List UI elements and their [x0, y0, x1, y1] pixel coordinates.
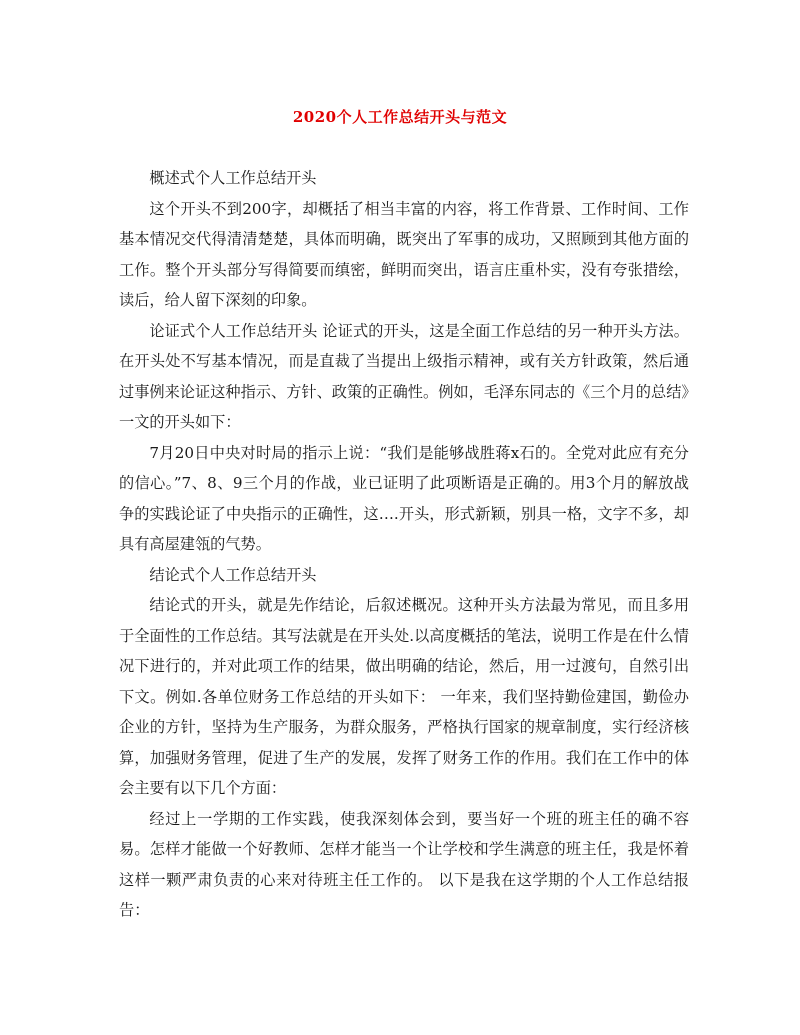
document-body: [119, 163, 689, 926]
document-title: 2020个人工作总结开头与范文: [292, 108, 508, 126]
body-paragraph: 这个开头不到200字，却概括了相当丰富的内容，将工作背景、工作时间、工作基本情况交代得清清楚楚，具体而明确，既突出了军事的成功，又照顾到其他方面的工作。整个开头部分写得简要而缜密，鲜明而突出，语言庄重朴实，没有夸张措绘，读后，给人留下深刻的印象。: [119, 199, 689, 309]
section-heading-overview: 概述式个人工作总结开头: [149, 169, 317, 187]
body-paragraph: 7月20日中央对时局的指示上说：“我们是能够战胜蒋x石的。全党对此应有充分的信心。”7、8、9三个月的作战，业已证明了此项断语是正确的。用3个月的解放战争的实践论证了中央指示的正确性，这….开头，形式新颖，别具一格，文字不多，却具有高屋建瓴的气势。: [119, 443, 689, 553]
body-paragraph: 论证式个人工作总结开头 论证式的开头，这是全面工作总结的另一种开头方法。在开头处不写基本情况，而是直裁了当提出上级指示精神，或有关方针政策，然后通过事例来论证这种指示、方针、政策的正确性。例如，毛泽东同志的《三个月的总结》一文的开头如下：: [119, 321, 689, 431]
body-paragraph: 结论式的开头，就是先作结论，后叙述概况。这种开头方法最为常见，而且多用于全面性的工作总结。其写法就是在开头处.以高度概括的笔法，说明工作是在什么情况下进行的，并对此项工作的结果，做出明确的结论，然后，用一过渡句，自然引出下文。例如.各单位财务工作总结的开头如下： 一年来，我们坚持勤俭建国，勤俭办企业的方针，坚持为生产服务，为群众服务，严格执行国家的规章制度，实行经济核算，加强财务管理，促进了生产的发展，发挥了财务工作的作用。我们在工作中的体会主要有以下几个方面：: [119, 596, 689, 797]
body-paragraph: 经过上一学期的工作实践，使我深刻体会到，要当好一个班的班主任的确不容易。怎样才能做一个好教师、怎样才能当一个让学校和学生满意的班主任，我是怀着这样一颗严肃负责的心来对待班主任工作的。 以下是我在这学期的个人工作总结报告：: [119, 809, 689, 919]
section-heading-conclusion: 结论式个人工作总结开头: [149, 565, 317, 584]
